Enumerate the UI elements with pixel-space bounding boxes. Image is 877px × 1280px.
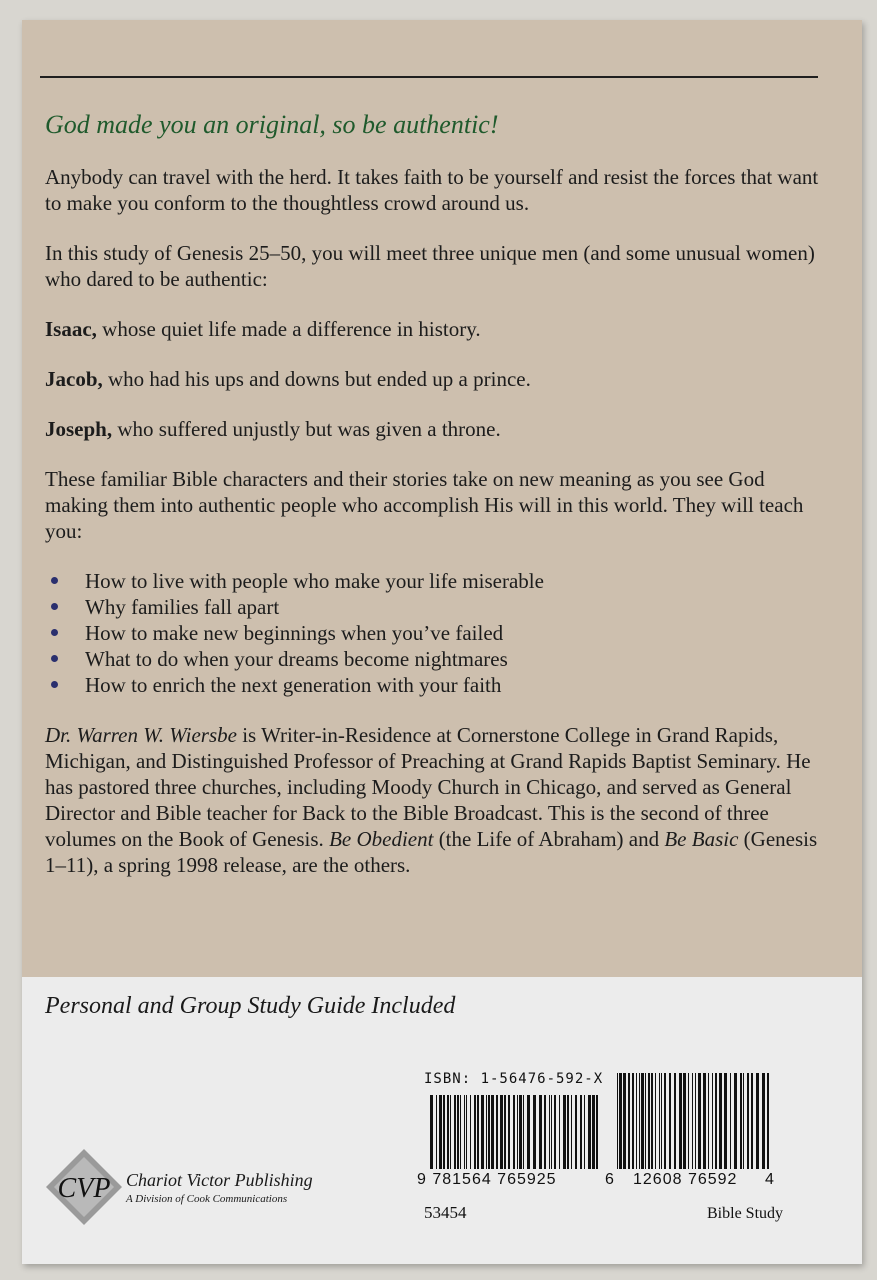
familiar-paragraph: These familiar Bible characters and their stories take on new meaning as you see God making them into authentic people who accomplish His will in this world. They will teach you: bbox=[45, 467, 804, 543]
book-title: Be Obedient bbox=[329, 827, 434, 851]
author-name: Dr. Warren W. Wiersbe bbox=[45, 723, 237, 747]
character-name: Isaac, bbox=[45, 317, 97, 341]
lesson-text: How to make new beginnings when you’ve failed bbox=[85, 621, 504, 645]
price-code: 53454 bbox=[424, 1203, 467, 1222]
character-desc: whose quiet life made a difference in history. bbox=[96, 317, 481, 341]
tagline: God made you an original, so be authentic! bbox=[45, 110, 499, 139]
lessons-list bbox=[45, 568, 825, 698]
addon-end-digit: 4 bbox=[765, 1171, 775, 1188]
bullet-icon bbox=[51, 629, 58, 636]
list-item bbox=[45, 620, 825, 646]
book-title: Be Basic bbox=[664, 827, 739, 851]
character-name: Jacob, bbox=[45, 367, 103, 391]
list-item bbox=[45, 672, 825, 698]
barcode-main bbox=[430, 1095, 598, 1169]
character-desc: who had his ups and downs but ended up a prince. bbox=[102, 367, 531, 391]
bullet-icon bbox=[51, 655, 58, 662]
addon-digits: 12608 76592 bbox=[633, 1171, 738, 1188]
character-name: Joseph, bbox=[45, 417, 113, 441]
publisher-logo-text: CVP bbox=[57, 1173, 111, 1204]
publisher-name: Chariot Victor Publishing bbox=[126, 1170, 313, 1190]
bullet-icon bbox=[51, 681, 58, 688]
category-label: Bible Study bbox=[707, 1205, 784, 1222]
barcode-addon-digits bbox=[605, 1171, 783, 1189]
back-cover bbox=[22, 20, 862, 1264]
character-desc: who suffered unjustly but was given a throne. bbox=[112, 417, 501, 441]
intro-paragraph: Anybody can travel with the herd. It takes faith to be yourself and resist the forces that want to make you conform to the thoughtless crowd around us. bbox=[45, 165, 819, 215]
character-jacob bbox=[45, 366, 825, 392]
study-guide-note: Personal and Group Study Guide Included bbox=[45, 993, 456, 1019]
barcode-main-digits: 9 781564 765925 bbox=[417, 1171, 557, 1188]
publisher-division: A Division of Cook Communications bbox=[126, 1193, 288, 1205]
publisher-logo bbox=[44, 1147, 124, 1227]
addon-check-digit: 6 bbox=[605, 1171, 615, 1188]
bio-text: is Writer-in-Residence at Cornerstone College in Grand Rapids, Michigan, and Distinguished Professor of Preaching at Grand Rapids Baptist Seminary. He has pastored three churches, including Moody Church in Chicago, and served as General Director and Bible teacher for Back to the Bible Broadcast. This is the second of three volumes on the Book of Genesis. bbox=[45, 723, 811, 851]
bio-text: (Genesis 1–11), a spring 1998 release, are the others. bbox=[45, 827, 818, 877]
cover-copy bbox=[45, 110, 825, 902]
lesson-text: Why families fall apart bbox=[85, 595, 280, 619]
bottom-panel bbox=[22, 977, 862, 1264]
lesson-text: How to enrich the next generation with your faith bbox=[85, 673, 502, 697]
bullet-icon bbox=[51, 603, 58, 610]
bullet-icon bbox=[51, 577, 58, 584]
list-item bbox=[45, 594, 825, 620]
author-bio bbox=[45, 722, 825, 878]
character-isaac bbox=[45, 316, 825, 342]
top-rule bbox=[40, 76, 818, 78]
list-item bbox=[45, 568, 825, 594]
isbn-label: ISBN: 1-56476-592-X bbox=[424, 1071, 604, 1087]
character-joseph bbox=[45, 416, 825, 442]
list-item bbox=[45, 646, 825, 672]
study-intro-paragraph: In this study of Genesis 25–50, you will meet three unique men (and some unusual women) who dared to be authentic: bbox=[45, 241, 815, 291]
bio-text: (the Life of Abraham) and bbox=[433, 827, 665, 851]
lesson-text: How to live with people who make your life miserable bbox=[85, 569, 544, 593]
lesson-text: What to do when your dreams become nightmares bbox=[85, 647, 508, 671]
barcode-addon bbox=[617, 1073, 769, 1169]
